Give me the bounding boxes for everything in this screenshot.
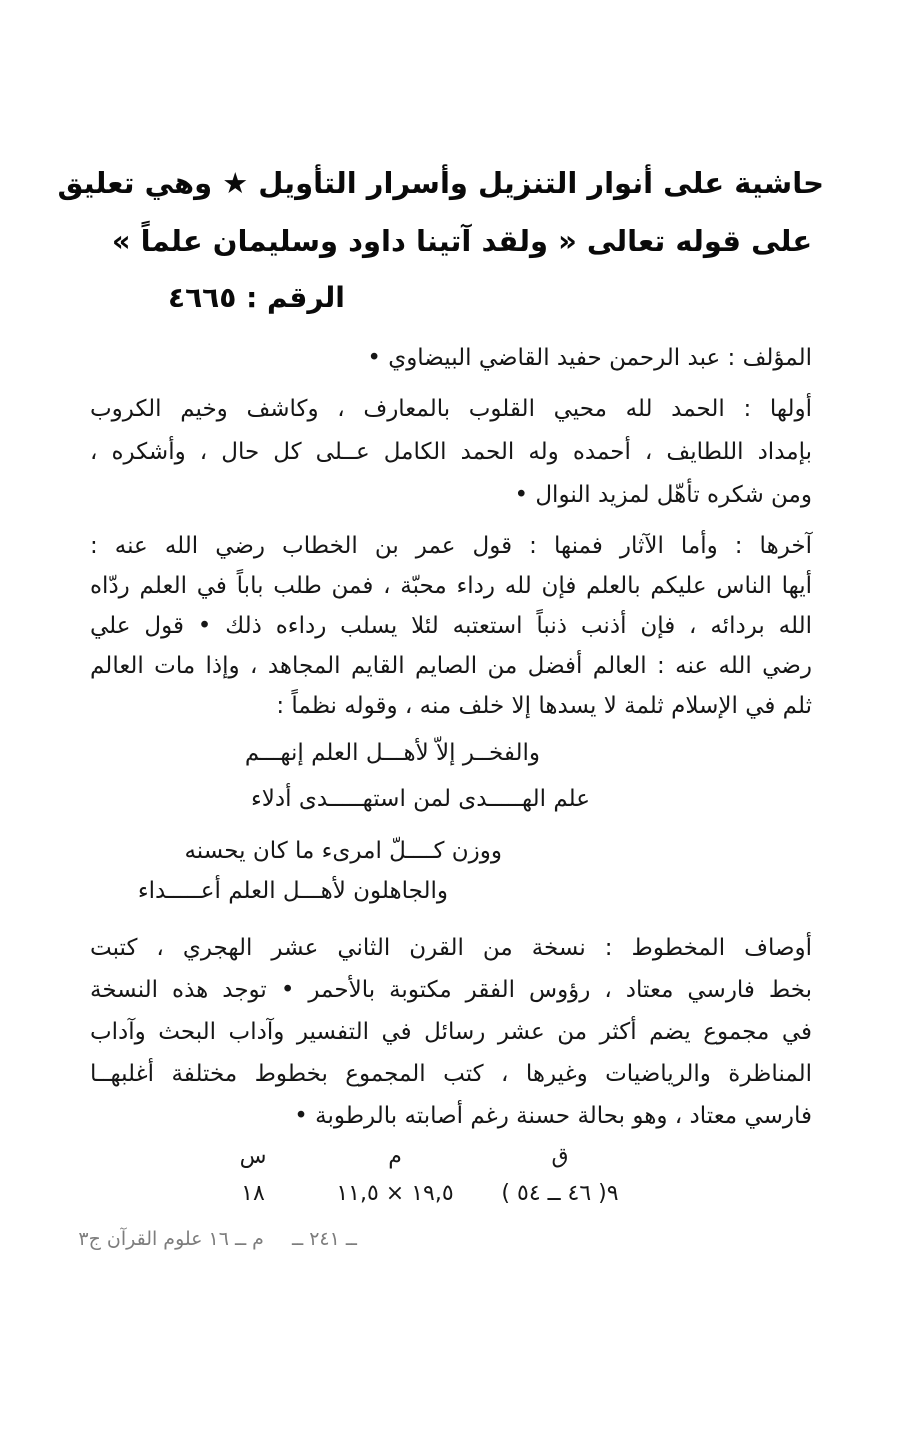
page-footer xyxy=(78,1228,357,1250)
column-value-folios: ٩( ٤٦ ــ ٥٤ ) xyxy=(501,1181,619,1206)
excipit-line: ثلم في الإسلام ثلمة لا يسدها إلا خلف منه ، وقوله نظماً : xyxy=(276,693,812,719)
incipit-line: ومن شكره تأهّل لمزيد النوال • xyxy=(514,482,812,508)
column-header-folios: ق xyxy=(551,1144,569,1169)
description-line: فارسي معتاد ، وهو بحالة حسنة رغم أصابته بالرطوبة • xyxy=(294,1103,812,1129)
description-line: في مجموع يضم أكثر من عشر رسائل في التفسير وآداب البحث وآداب xyxy=(90,1019,812,1045)
poem-verse-4: والجاهلون لأهـــل العلم أعـــــداء xyxy=(137,878,448,904)
page-number: ــ ٢٤١ ــ xyxy=(292,1228,357,1250)
author-line: المؤلف : عبد الرحمن حفيد القاضي البيضاوي • xyxy=(367,345,812,371)
poem-verse-2: علم الهـــــدى لمن استهـــــدى أدلاء xyxy=(250,786,590,812)
page-title-line-2: على قوله تعالى « ولقد آتينا داود وسليمان علماً » xyxy=(111,224,813,258)
table-column-folios xyxy=(495,1144,625,1206)
page-title-line-1: حاشية على أنوار التنزيل وأسرار التأويل ★ وهي تعليق xyxy=(57,166,824,200)
description-line: أوصاف المخطوط : نسخة من القرن الثاني عشر الهجري ، كتبت xyxy=(90,935,812,961)
excipit-line: أيها الناس عليكم بالعلم فإن لله رداء محبّة ، فمن طلب باباً في العلم ردّاه xyxy=(90,573,812,599)
excipit-line: الله بردائه ، فإن أذنب ذنباً استعتبه لئلا يسلب رداءه ذلك • قول علي xyxy=(90,613,812,639)
poem-verse-1: والفخــر إلاّ لأهـــل العلم إنهـــم xyxy=(244,740,540,766)
incipit-line: أولها : الحمد لله محيي القلوب بالمعارف ، وكاشف وخيم الكروب xyxy=(90,396,812,422)
table-column-size xyxy=(320,1144,470,1206)
signature-mark: م ــ ١٦ علوم القرآن ج٣ xyxy=(78,1228,264,1250)
poem-verse-3: ووزن كــــلّ امرىء ما كان يحسنه xyxy=(184,838,502,864)
excipit-line: رضي الله عنه : العالم أفضل من الصايم القايم المجاهد ، وإذا مات العالم xyxy=(90,653,812,679)
description-line: بخط فارسي معتاد ، رؤوس الفقر مكتوبة بالأحمر • توجد هذه النسخة xyxy=(90,977,812,1003)
column-value-lines: ١٨ xyxy=(241,1181,265,1206)
column-value-size: ١٩,٥ × ١١,٥ xyxy=(336,1181,454,1206)
incipit-line: بإمداد اللطايف ، أحمده وله الحمد الكامل عــلى كل حال ، وأشكره ، xyxy=(90,439,812,465)
column-header-size: م xyxy=(388,1144,402,1169)
record-number: الرقم : ٤٦٦٥ xyxy=(168,281,345,314)
column-header-lines: س xyxy=(239,1144,267,1169)
excipit-line: آخرها : وأما الآثار فمنها : قول عمر بن الخطاب رضي الله عنه : xyxy=(90,533,812,559)
description-line: المناظرة والرياضيات وغيرها ، كتب المجموع بخطوط مختلفة أغلبهــا xyxy=(90,1061,812,1087)
table-column-lines xyxy=(203,1144,303,1206)
